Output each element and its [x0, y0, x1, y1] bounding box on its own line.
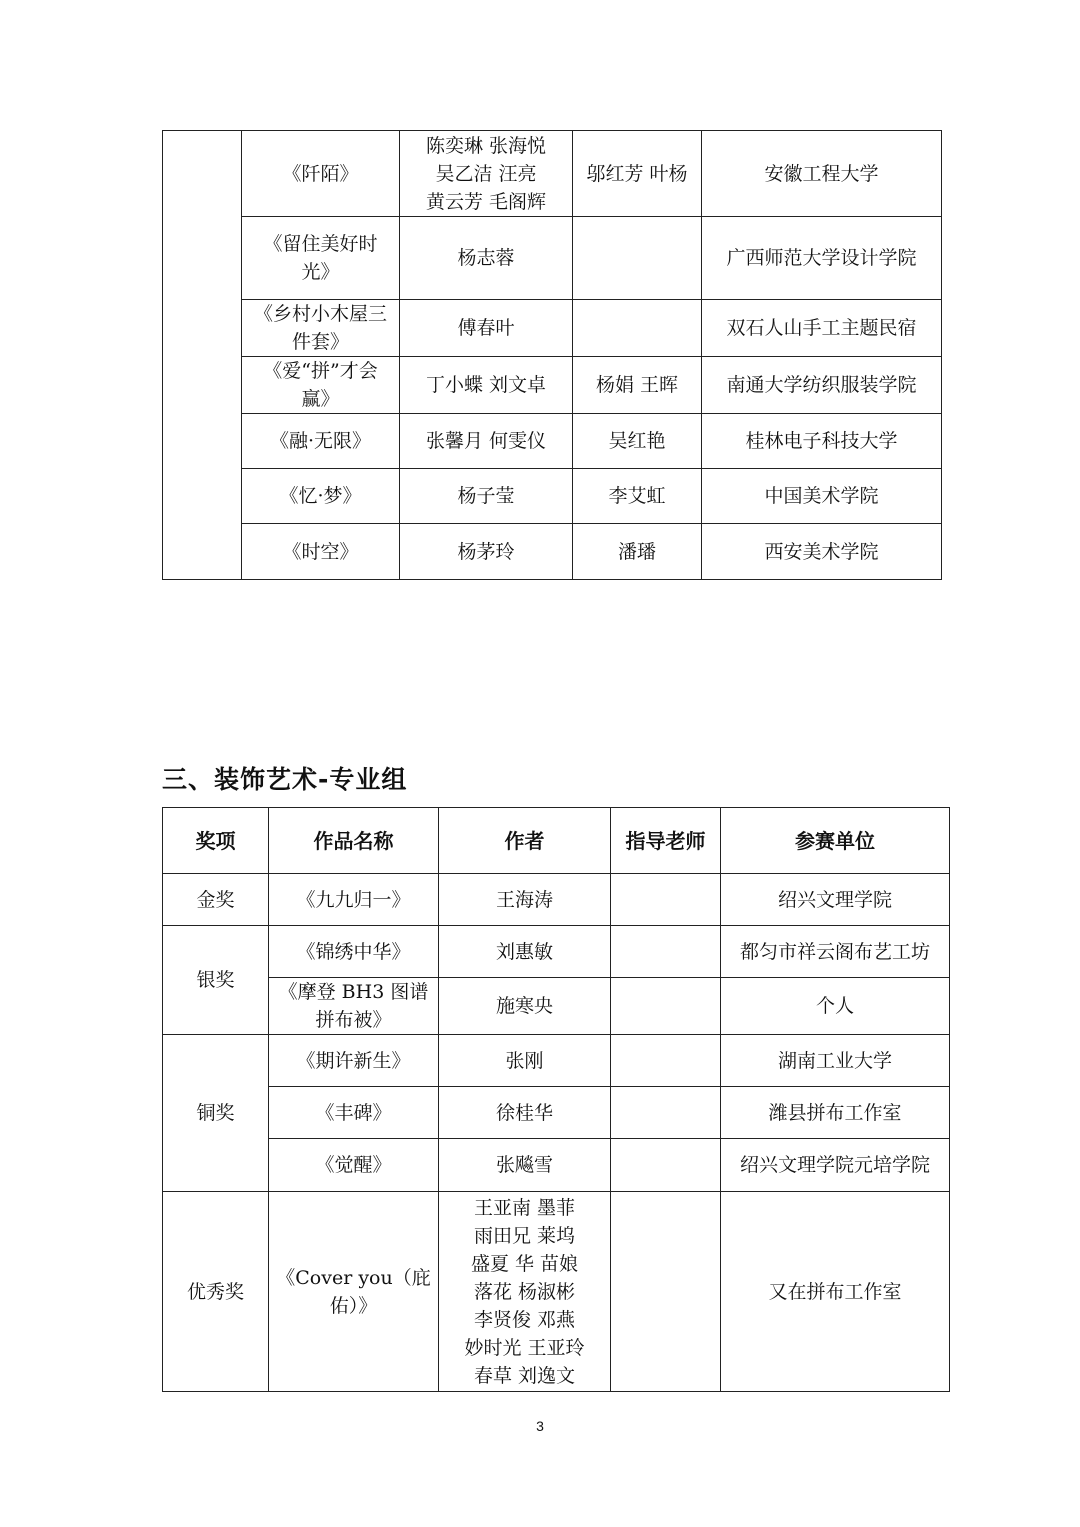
- author-cell: 傅春叶: [400, 300, 573, 357]
- header-work: 作品名称: [269, 808, 439, 874]
- work-title-cell: 《阡陌》: [242, 131, 400, 217]
- author-cell: 刘惠敏: [439, 926, 611, 978]
- unit-cell: 绍兴文理学院元培学院: [721, 1139, 950, 1192]
- header-author: 作者: [439, 808, 611, 874]
- teacher-cell: 李艾虹: [573, 469, 702, 524]
- table-header-row: [163, 808, 950, 874]
- teacher-cell: [611, 874, 721, 926]
- unit-cell: 绍兴文理学院: [721, 874, 950, 926]
- work-title-cell: 《丰碑》: [269, 1087, 439, 1139]
- award-bronze: 铜奖: [163, 1035, 269, 1192]
- table-row: [163, 1192, 950, 1392]
- author-cell: 杨志蓉: [400, 217, 573, 300]
- teacher-cell: 吴红艳: [573, 414, 702, 469]
- unit-cell: 广西师范大学设计学院: [702, 217, 942, 300]
- decorative-arts-award-table: [162, 807, 950, 1392]
- work-title-cell: 《留住美好时 光》: [242, 217, 400, 300]
- author-cell: 张馨月 何雯仪: [400, 414, 573, 469]
- award-cell-continued: [163, 131, 242, 580]
- section-heading: 三、装饰艺术-专业组: [162, 765, 408, 794]
- work-title-cell: 《摩登 BH3 图谱 拼布被》: [269, 978, 439, 1035]
- table-row: [163, 217, 942, 300]
- table-row: [163, 874, 950, 926]
- continued-award-table: [162, 130, 942, 580]
- work-title-cell: 《Cover you（庇 佑）》: [269, 1192, 439, 1392]
- author-cell: 徐桂华: [439, 1087, 611, 1139]
- author-cell: 王亚南 墨菲 雨田兄 莱坞 盛夏 华 苗娘 落花 杨淑彬 李贤俊 邓燕 妙时光 王亚玲 春草 刘逸文: [439, 1192, 611, 1392]
- award-silver: 银奖: [163, 926, 269, 1035]
- work-title-cell: 《锦绣中华》: [269, 926, 439, 978]
- award-gold: 金奖: [163, 874, 269, 926]
- teacher-cell: 杨娟 王晖: [573, 357, 702, 414]
- teacher-cell: 潘璠: [573, 524, 702, 580]
- header-teacher: 指导老师: [611, 808, 721, 874]
- table-row: [163, 357, 942, 414]
- teacher-cell: [611, 1035, 721, 1087]
- work-title-cell: 《九九归一》: [269, 874, 439, 926]
- teacher-cell: [611, 978, 721, 1035]
- unit-cell: 中国美术学院: [702, 469, 942, 524]
- teacher-cell: [611, 926, 721, 978]
- author-cell: 施寒央: [439, 978, 611, 1035]
- author-cell: 杨子莹: [400, 469, 573, 524]
- unit-cell: 潍县拼布工作室: [721, 1087, 950, 1139]
- unit-cell: 南通大学纺织服装学院: [702, 357, 942, 414]
- teacher-cell: [611, 1087, 721, 1139]
- award-excellent: 优秀奖: [163, 1192, 269, 1392]
- teacher-cell: 邬红芳 叶杨: [573, 131, 702, 217]
- unit-cell: 又在拼布工作室: [721, 1192, 950, 1392]
- table-row: [163, 469, 942, 524]
- unit-cell: 个人: [721, 978, 950, 1035]
- table-row: [163, 1035, 950, 1087]
- teacher-cell: [611, 1139, 721, 1192]
- table-row: [163, 1087, 950, 1139]
- unit-cell: 都匀市祥云阁布艺工坊: [721, 926, 950, 978]
- teacher-cell: [573, 217, 702, 300]
- header-unit: 参赛单位: [721, 808, 950, 874]
- page-number: 3: [536, 1418, 544, 1434]
- work-title-cell: 《爱“拼”才会 赢》: [242, 357, 400, 414]
- author-cell: 丁小蝶 刘文卓: [400, 357, 573, 414]
- table-row: [163, 524, 942, 580]
- work-title-cell: 《觉醒》: [269, 1139, 439, 1192]
- unit-cell: 桂林电子科技大学: [702, 414, 942, 469]
- table-row: [163, 926, 950, 978]
- table-row: [163, 131, 942, 217]
- author-cell: 杨茅玲: [400, 524, 573, 580]
- unit-cell: 双石人山手工主题民宿: [702, 300, 942, 357]
- header-award: 奖项: [163, 808, 269, 874]
- unit-cell: 湖南工业大学: [721, 1035, 950, 1087]
- table-row: [163, 414, 942, 469]
- work-title-cell: 《时空》: [242, 524, 400, 580]
- work-title-cell: 《融·无限》: [242, 414, 400, 469]
- author-cell: 王海涛: [439, 874, 611, 926]
- table-row: [163, 1139, 950, 1192]
- table-row: [163, 300, 942, 357]
- work-title-cell: 《期许新生》: [269, 1035, 439, 1087]
- teacher-cell: [611, 1192, 721, 1392]
- author-cell: 陈奕琳 张海悦 吴乙洁 汪亮 黄云芳 毛阁辉: [400, 131, 573, 217]
- author-cell: 张刚: [439, 1035, 611, 1087]
- unit-cell: 安徽工程大学: [702, 131, 942, 217]
- teacher-cell: [573, 300, 702, 357]
- work-title-cell: 《忆·梦》: [242, 469, 400, 524]
- work-title-cell: 《乡村小木屋三 件套》: [242, 300, 400, 357]
- author-cell: 张飚雪: [439, 1139, 611, 1192]
- unit-cell: 西安美术学院: [702, 524, 942, 580]
- table-row: [163, 978, 950, 1035]
